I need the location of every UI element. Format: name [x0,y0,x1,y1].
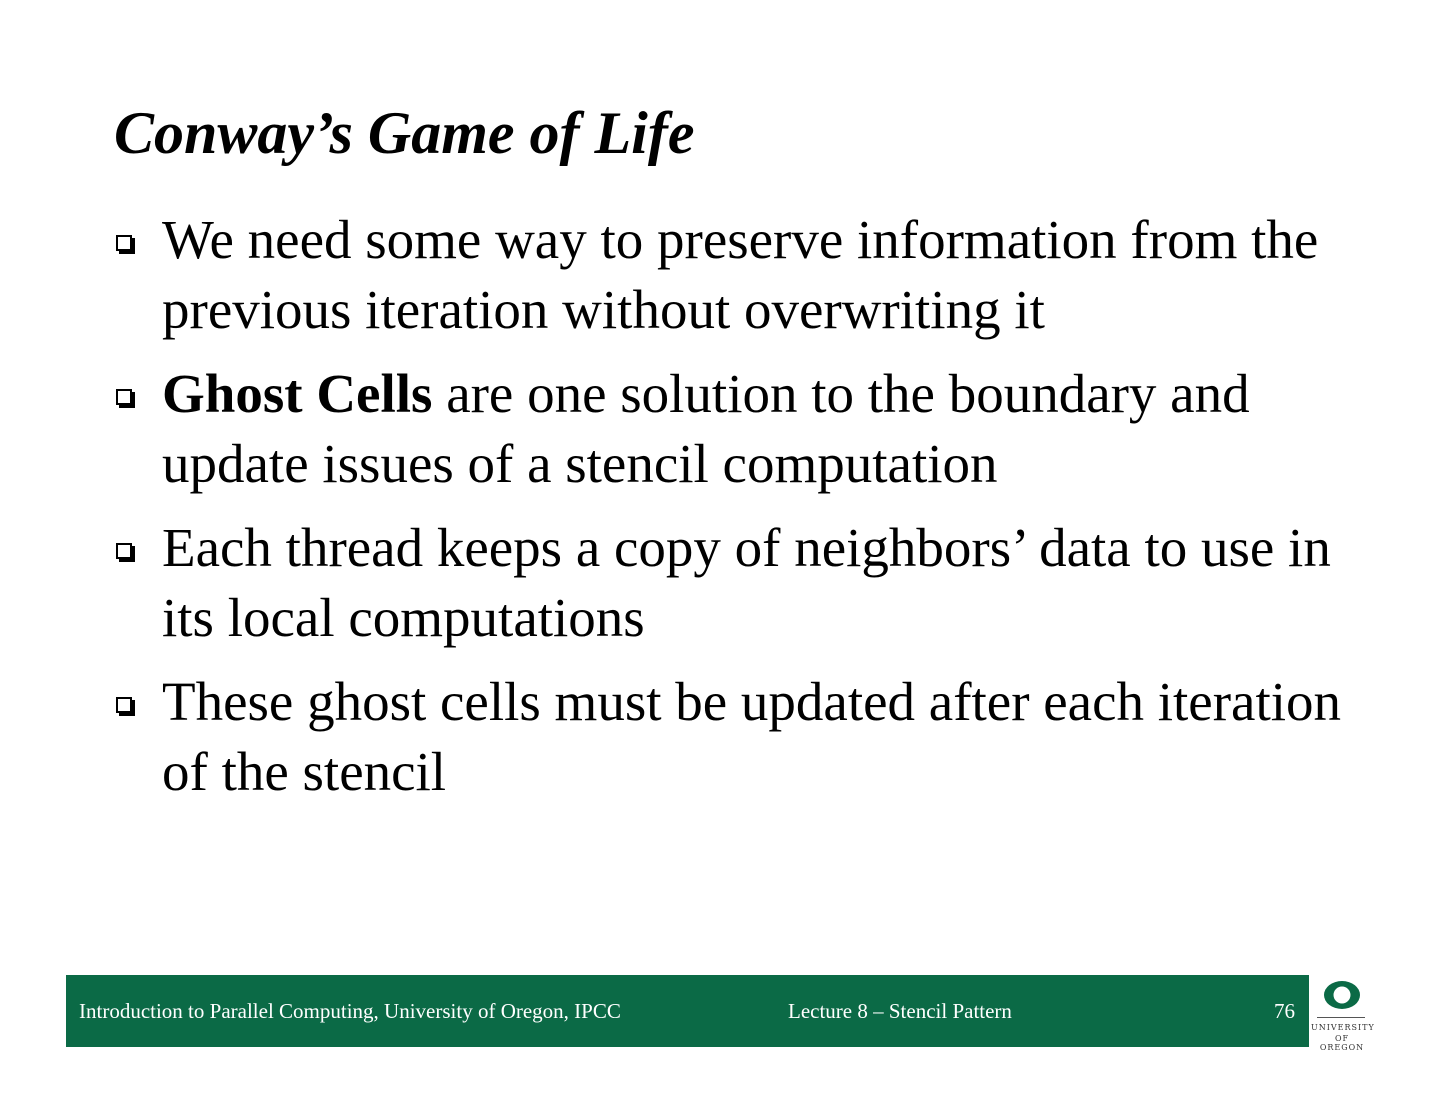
footer-lecture-title: Lecture 8 – Stencil Pattern [788,999,1012,1023]
oregon-o-logo-icon [1322,979,1362,1011]
checkbox-bullet-icon [116,389,132,405]
bullet-item [114,359,1364,499]
page-number: 76 [1274,999,1295,1023]
checkbox-bullet-icon [116,235,132,251]
slide-title: Conway’s Game of Life [114,100,695,166]
logo-text-of-oregon: OF OREGON [1319,1034,1365,1052]
bullet-text: These ghost cells must be updated after each iteration of the stencil [162,671,1342,802]
bullet-list [114,205,1364,821]
logo-text-university: UNIVERSITY [1311,1023,1375,1032]
bullet-item [114,667,1364,807]
checkbox-bullet-icon [116,697,132,713]
footer-bar [66,975,1309,1047]
bullet-text: are one solution to the boundary and update issues of a stencil computation [162,363,1250,494]
bullet-item [114,513,1364,653]
checkbox-bullet-icon [116,543,132,559]
footer-course-title: Introduction to Parallel Computing, University of Oregon, IPCC [79,999,621,1023]
bullet-text: We need some way to preserve information from the previous iteration without overwriting it [162,209,1319,340]
bullet-bold-term: Ghost Cells [162,363,433,424]
bullet-item [114,205,1364,345]
university-logo [1311,975,1375,1052]
logo-divider [1317,1017,1365,1018]
bullet-text: Each thread keeps a copy of neighbors’ data to use in its local computations [162,517,1331,648]
